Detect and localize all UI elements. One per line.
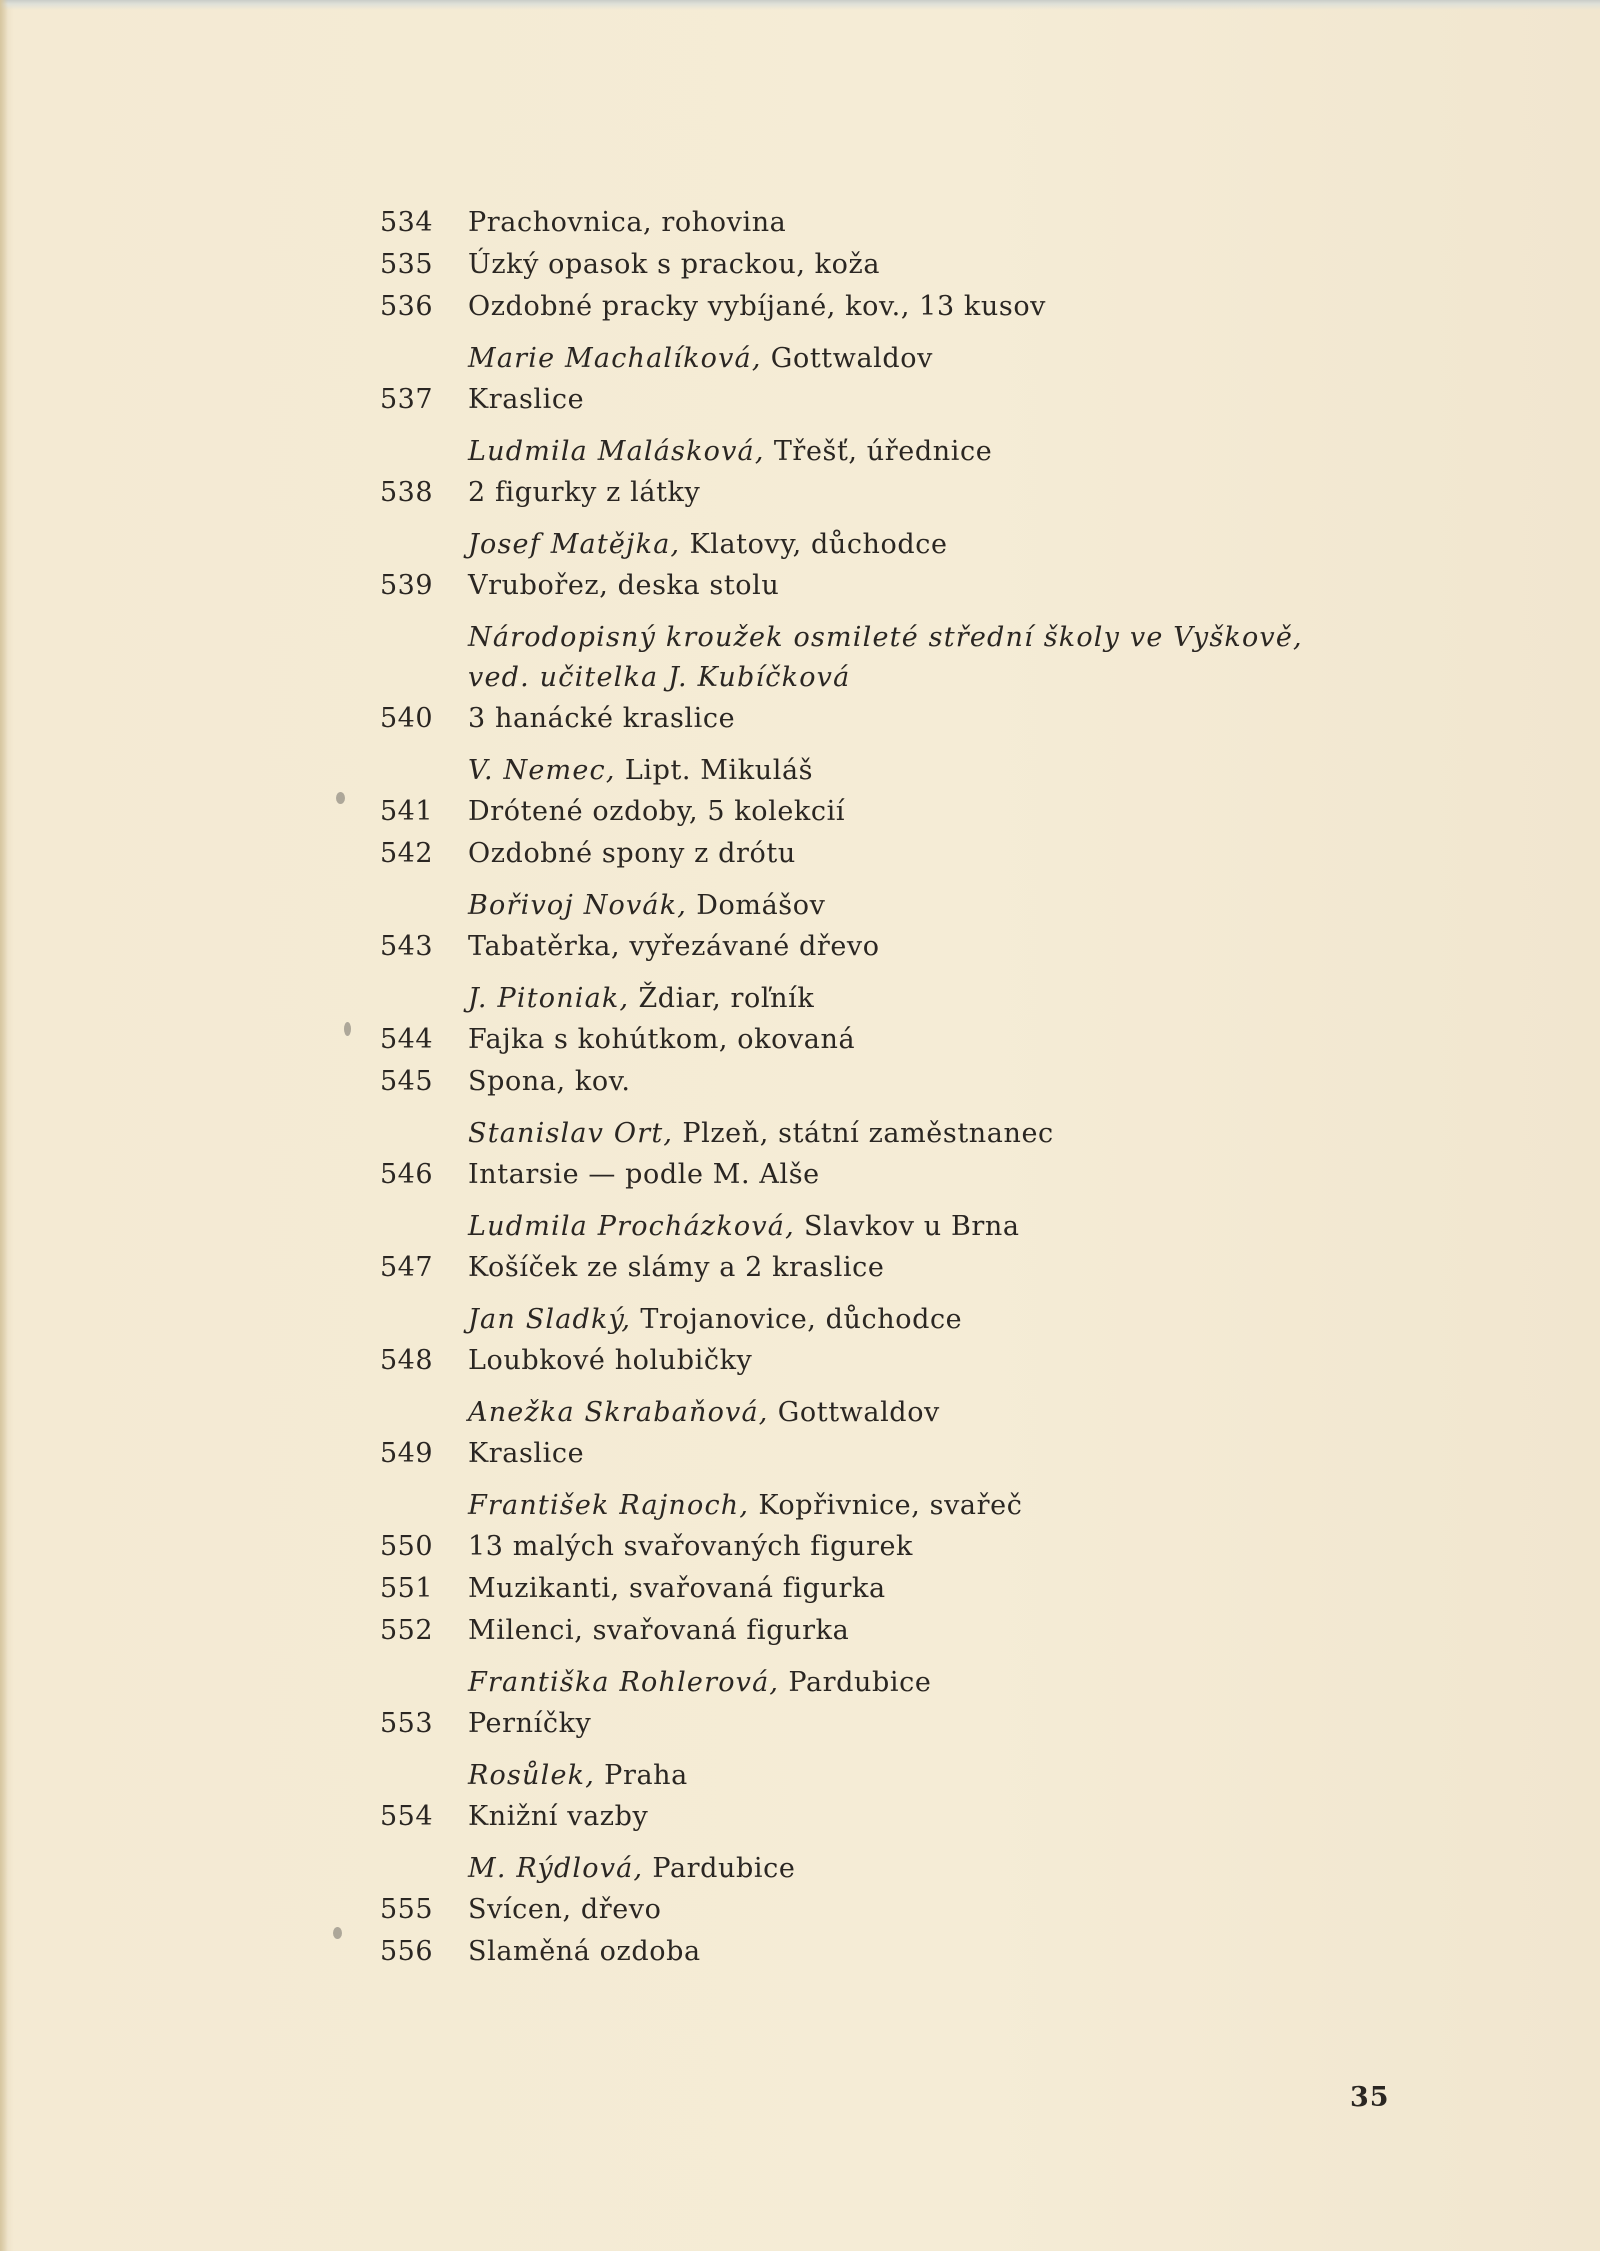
donor-details: Gottwaldov (761, 343, 933, 374)
donor-name: Ludmila Malásková, (468, 436, 765, 467)
donor-name: Ludmila Procházková, (468, 1211, 795, 1242)
entry-number: 534 (380, 207, 434, 238)
donor-details: Ždiar, roľník (629, 983, 815, 1014)
donor-name: Stanislav Ort, (468, 1118, 674, 1149)
entry-number: 544 (380, 1024, 434, 1055)
entry-description: Kraslice (468, 1438, 585, 1469)
catalog-entry (380, 1061, 1380, 1103)
ink-speck (344, 1022, 351, 1036)
catalog-entry (380, 1340, 1380, 1382)
catalog-entry (380, 1154, 1380, 1196)
donor-name: Anežka Skrabaňová, (468, 1397, 769, 1428)
catalog-entry (380, 1931, 1380, 1973)
donor-details: Klatovy, důchodce (680, 529, 948, 560)
entry-number: 548 (380, 1345, 434, 1376)
entry-number: 546 (380, 1159, 434, 1190)
entry-description: Milenci, svařovaná figurka (468, 1615, 850, 1646)
donor-name: Josef Matějka, (468, 529, 681, 560)
donor-line (380, 658, 1380, 698)
catalog-entry (380, 1796, 1380, 1838)
donor-name: M. Rýdlová, (468, 1853, 644, 1884)
entry-description: Slaměná ozdoba (468, 1936, 701, 1967)
catalog-entry (380, 202, 1380, 244)
catalog-entry (380, 791, 1380, 833)
donor-name: J. Pitoniak, (468, 983, 630, 1014)
entry-description: Ozdobné pracky vybíjané, kov., 13 kusov (468, 291, 1047, 322)
donor-name: František Rajnoch, (468, 1490, 750, 1521)
catalog-entry (380, 698, 1380, 740)
catalog-entry (380, 1019, 1380, 1061)
entry-number: 539 (380, 570, 434, 601)
donor-details: Slavkov u Brna (794, 1211, 1020, 1242)
entry-description: Drótené ozdoby, 5 kolekcií (468, 796, 846, 827)
donor-line (380, 1207, 1380, 1247)
donor-line (380, 1300, 1380, 1340)
entry-description: Ozdobné spony z drótu (468, 838, 796, 869)
entry-number: 545 (380, 1066, 434, 1097)
entry-number: 543 (380, 931, 434, 962)
donor-details: Třešť, úřednice (764, 436, 993, 467)
donor-line (380, 1849, 1380, 1889)
donor-line (380, 979, 1380, 1019)
catalog-entry (380, 1568, 1380, 1610)
catalog-entry (380, 1433, 1380, 1475)
catalog-entry (380, 286, 1380, 328)
catalog-entry (380, 1247, 1380, 1289)
entry-number: 553 (380, 1708, 434, 1739)
donor-name: Rosůlek, (468, 1760, 595, 1791)
donor-line (380, 1114, 1380, 1154)
entry-number: 552 (380, 1615, 434, 1646)
entry-description: Tabatěrka, vyřezávané dřevo (468, 931, 880, 962)
catalog-entry (380, 1526, 1380, 1568)
donor-details: Kopřivnice, svařeč (749, 1490, 1023, 1521)
donor-line (380, 1393, 1380, 1433)
donor-name: Národopisný kroužek osmileté střední školy ve Vyškově, (468, 622, 1303, 653)
entry-description: Prachovnica, rohovina (468, 207, 787, 238)
entry-description: Perníčky (468, 1708, 592, 1739)
donor-details: Lipt. Mikuláš (615, 755, 814, 786)
donor-line (380, 525, 1380, 565)
entry-description: Vrubořez, deska stolu (468, 570, 780, 601)
entry-description: Spona, kov. (468, 1066, 631, 1097)
entry-number: 536 (380, 291, 434, 322)
entry-description: Úzký opasok s prackou, koža (468, 249, 881, 280)
donor-name: Bořivoj Novák, (468, 890, 688, 921)
catalog-entry (380, 1889, 1380, 1931)
entry-number: 551 (380, 1573, 434, 1604)
donor-details: Gottwaldov (768, 1397, 940, 1428)
page-left-edge (0, 0, 8, 2251)
donor-details: Pardubice (779, 1667, 932, 1698)
entry-number: 541 (380, 796, 434, 827)
catalog-entry (380, 244, 1380, 286)
donor-line (380, 1663, 1380, 1703)
entry-number: 547 (380, 1252, 434, 1283)
donor-details: Praha (595, 1760, 688, 1791)
entry-number: 550 (380, 1531, 434, 1562)
entry-number: 555 (380, 1894, 434, 1925)
donor-line (380, 751, 1380, 791)
donor-details: Domášov (687, 890, 826, 921)
entry-description: Kraslice (468, 384, 585, 415)
catalog-entry (380, 379, 1380, 421)
donor-name: Františka Rohlerová, (468, 1667, 780, 1698)
entry-description: Fajka s kohútkom, okovaná (468, 1024, 856, 1055)
catalog-entry (380, 1610, 1380, 1652)
entry-description: 13 malých svařovaných figurek (468, 1531, 914, 1562)
page-top-edge (0, 0, 1600, 10)
donor-details: Plzeň, státní zaměstnanec (673, 1118, 1054, 1149)
donor-name: Marie Machalíková, (468, 343, 762, 374)
donor-details: Pardubice (643, 1853, 796, 1884)
entry-number: 542 (380, 838, 434, 869)
page-number: 35 (1350, 2082, 1390, 2113)
donor-name: ved. učitelka J. Kubíčková (468, 662, 851, 693)
catalog-entry (380, 833, 1380, 875)
entry-description: Košíček ze slámy a 2 kraslice (468, 1252, 885, 1283)
entry-number: 537 (380, 384, 434, 415)
entry-number: 538 (380, 477, 434, 508)
catalog-entry (380, 926, 1380, 968)
donor-line (380, 1486, 1380, 1526)
entry-description: Muzikanti, svařovaná figurka (468, 1573, 886, 1604)
donor-details: Trojanovice, důchodce (631, 1304, 963, 1335)
donor-name: Jan Sladký, (468, 1304, 632, 1335)
donor-line (380, 432, 1380, 472)
entry-number: 556 (380, 1936, 434, 1967)
donor-line (380, 618, 1380, 658)
catalog-entry (380, 472, 1380, 514)
entry-description: Svícen, dřevo (468, 1894, 662, 1925)
catalog-entry (380, 1703, 1380, 1745)
donor-line (380, 1756, 1380, 1796)
ink-speck (333, 1927, 342, 1939)
catalog-entry (380, 565, 1380, 607)
entry-number: 554 (380, 1801, 434, 1832)
entry-number: 549 (380, 1438, 434, 1469)
entry-description: Knižní vazby (468, 1801, 649, 1832)
donor-line (380, 886, 1380, 926)
catalog-list (380, 202, 1380, 1973)
entry-number: 540 (380, 703, 434, 734)
entry-description: 2 figurky z látky (468, 477, 701, 508)
entry-description: Intarsie — podle M. Alše (468, 1159, 820, 1190)
entry-description: Loubkové holubičky (468, 1345, 753, 1376)
ink-speck (336, 792, 345, 804)
donor-name: V. Nemec, (468, 755, 616, 786)
donor-line (380, 339, 1380, 379)
entry-description: 3 hanácké kraslice (468, 703, 736, 734)
entry-number: 535 (380, 249, 434, 280)
